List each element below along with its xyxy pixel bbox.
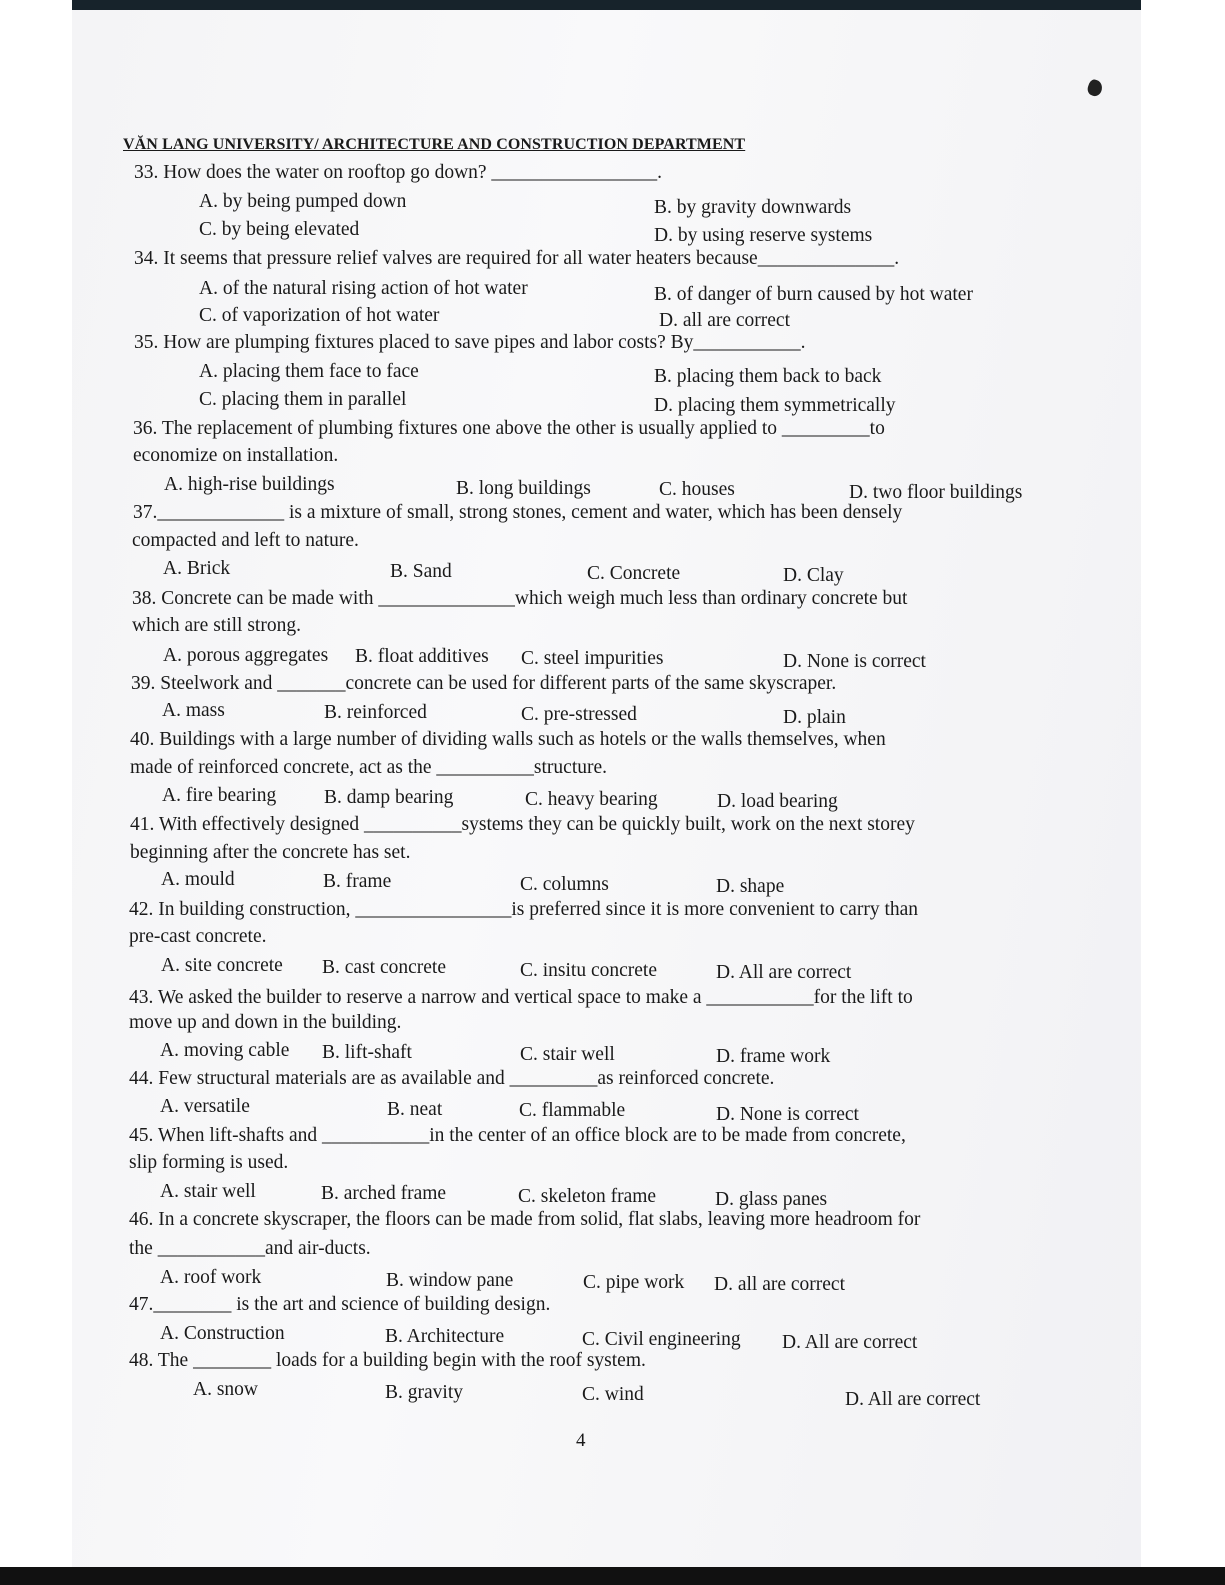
- q38-option-c: C. steel impurities: [521, 648, 664, 669]
- q36-option-c: C. houses: [659, 479, 735, 500]
- question-42-line-2: pre-cast concrete.: [129, 926, 267, 947]
- q45-option-d: D. glass panes: [715, 1189, 828, 1210]
- scan-bottom-edge: [0, 1567, 1225, 1585]
- q41-option-d: D. shape: [716, 876, 785, 897]
- q46-option-a: A. roof work: [160, 1267, 262, 1288]
- q42-option-d: D. All are correct: [716, 962, 852, 983]
- q44-option-c: C. flammable: [519, 1100, 626, 1121]
- q48-option-c: C. wind: [582, 1384, 644, 1405]
- question-47: 47.________ is the art and science of building design.: [129, 1294, 551, 1315]
- q36-option-b: B. long buildings: [456, 478, 591, 499]
- scan-top-edge: [0, 0, 1225, 10]
- question-46-line-2: the ___________and air-ducts.: [129, 1238, 371, 1259]
- q40-option-a: A. fire bearing: [162, 785, 277, 806]
- q48-option-d: D. All are correct: [845, 1389, 981, 1410]
- q37-option-a: A. Brick: [163, 558, 231, 579]
- q44-option-a: A. versatile: [160, 1096, 250, 1117]
- q35-option-b: B. placing them back to back: [654, 366, 882, 387]
- q46-option-c: C. pipe work: [583, 1272, 685, 1293]
- q42-option-c: C. insitu concrete: [520, 960, 658, 981]
- question-39: 39. Steelwork and _______concrete can be used for different parts of the same skyscraper.: [131, 673, 837, 694]
- question-38: 38. Concrete can be made with ______________which weigh much less than ordinary concrete but: [132, 588, 908, 609]
- q39-option-b: B. reinforced: [324, 702, 427, 723]
- q39-option-d: D. plain: [783, 707, 846, 728]
- q42-option-b: B. cast concrete: [322, 957, 446, 978]
- question-45-line-2: slip forming is used.: [129, 1152, 289, 1173]
- q38-option-b: B. float additives: [355, 646, 489, 667]
- q43-option-a: A. moving cable: [160, 1040, 290, 1061]
- q35-option-a: A. placing them face to face: [199, 361, 419, 382]
- q45-option-c: C. skeleton frame: [518, 1186, 657, 1207]
- q35-option-d: D. placing them symmetrically: [654, 395, 896, 416]
- q47-option-a: A. Construction: [160, 1323, 285, 1344]
- question-43: 43. We asked the builder to reserve a narrow and vertical space to make a ___________for the lift to: [129, 987, 913, 1008]
- q46-option-b: B. window pane: [386, 1270, 514, 1291]
- q46-option-d: D. all are correct: [714, 1274, 845, 1295]
- q44-option-b: B. neat: [387, 1099, 443, 1120]
- q38-option-d: D. None is correct: [783, 651, 926, 672]
- q37-option-b: B. Sand: [390, 561, 452, 582]
- q36-option-a: A. high-rise buildings: [164, 474, 335, 495]
- question-36-line-2: economize on installation.: [133, 445, 339, 466]
- question-40-line-2: made of reinforced concrete, act as the __________structure.: [130, 757, 608, 778]
- scan-left-margin: [0, 0, 72, 1585]
- question-37-line-2: compacted and left to nature.: [132, 530, 359, 551]
- question-42: 42. In building construction, ________________is preferred since it is more convenient to carry than: [129, 899, 919, 920]
- question-34: 34. It seems that pressure relief valves are required for all water heaters because______________.: [134, 248, 900, 269]
- q43-option-b: B. lift-shaft: [322, 1042, 412, 1063]
- q48-option-b: B. gravity: [385, 1382, 463, 1403]
- department-header: VĂN LANG UNIVERSITY/ ARCHITECTURE AND CONSTRUCTION DEPARTMENT: [123, 136, 746, 153]
- q48-option-a: A. snow: [193, 1379, 259, 1400]
- q47-option-d: D. All are correct: [782, 1332, 918, 1353]
- q41-option-b: B. frame: [323, 871, 392, 892]
- q34-option-b: B. of danger of burn caused by hot water: [654, 284, 973, 305]
- question-35: 35. How are plumping fixtures placed to save pipes and labor costs? By___________.: [134, 332, 806, 353]
- q43-option-d: D. frame work: [716, 1046, 831, 1067]
- q36-option-d: D. two floor buildings: [849, 482, 1023, 503]
- q37-option-c: C. Concrete: [587, 563, 681, 584]
- q34-option-c: C. of vaporization of hot water: [199, 305, 440, 326]
- question-46: 46. In a concrete skyscraper, the floors can be made from solid, flat slabs, leaving more headroom for: [129, 1209, 921, 1230]
- scan-right-margin: [1141, 0, 1225, 1585]
- question-44: 44. Few structural materials are as available and _________as reinforced concrete.: [129, 1068, 775, 1089]
- q45-option-b: B. arched frame: [321, 1183, 447, 1204]
- q37-option-d: D. Clay: [783, 565, 844, 586]
- question-41-line-2: beginning after the concrete has set.: [130, 842, 411, 863]
- q34-option-d: D. all are correct: [659, 310, 790, 331]
- question-40: 40. Buildings with a large number of dividing walls such as hotels or the walls themselves, when: [130, 729, 886, 750]
- q47-option-b: B. Architecture: [385, 1326, 505, 1347]
- q41-option-a: A. mould: [161, 869, 235, 890]
- q33-option-a: A. by being pumped down: [199, 191, 407, 212]
- question-38-line-2: which are still strong.: [132, 615, 301, 636]
- q47-option-c: C. Civil engineering: [582, 1329, 741, 1350]
- q33-option-b: B. by gravity downwards: [654, 197, 852, 218]
- q40-option-d: D. load bearing: [717, 791, 838, 812]
- q40-option-b: B. damp bearing: [324, 787, 454, 808]
- q33-option-d: D. by using reserve systems: [654, 225, 873, 246]
- q41-option-c: C. columns: [520, 874, 609, 895]
- question-37: 37._____________ is a mixture of small, strong stones, cement and water, which has been densely: [133, 502, 903, 523]
- q39-option-a: A. mass: [162, 700, 225, 721]
- q38-option-a: A. porous aggregates: [163, 645, 329, 666]
- q43-option-c: C. stair well: [520, 1044, 615, 1065]
- q39-option-c: C. pre-stressed: [521, 704, 637, 725]
- q42-option-a: A. site concrete: [161, 955, 283, 976]
- question-45: 45. When lift-shafts and ___________in the center of an office block are to be made from concrete,: [129, 1125, 906, 1146]
- q34-option-a: A. of the natural rising action of hot water: [199, 278, 528, 299]
- page-number: 4: [576, 1430, 586, 1451]
- question-48: 48. The ________ loads for a building begin with the roof system.: [129, 1350, 646, 1371]
- q44-option-d: D. None is correct: [716, 1104, 859, 1125]
- q40-option-c: C. heavy bearing: [525, 789, 658, 810]
- q33-option-c: C. by being elevated: [199, 219, 360, 240]
- question-33: 33. How does the water on rooftop go down? _________________.: [134, 162, 663, 183]
- q35-option-c: C. placing them in parallel: [199, 389, 407, 410]
- question-41: 41. With effectively designed __________systems they can be quickly built, work on the next storey: [130, 814, 915, 835]
- question-36: 36. The replacement of plumbing fixtures one above the other is usually applied to _________to: [133, 418, 885, 439]
- q45-option-a: A. stair well: [160, 1181, 256, 1202]
- question-43-line-2: move up and down in the building.: [129, 1012, 402, 1033]
